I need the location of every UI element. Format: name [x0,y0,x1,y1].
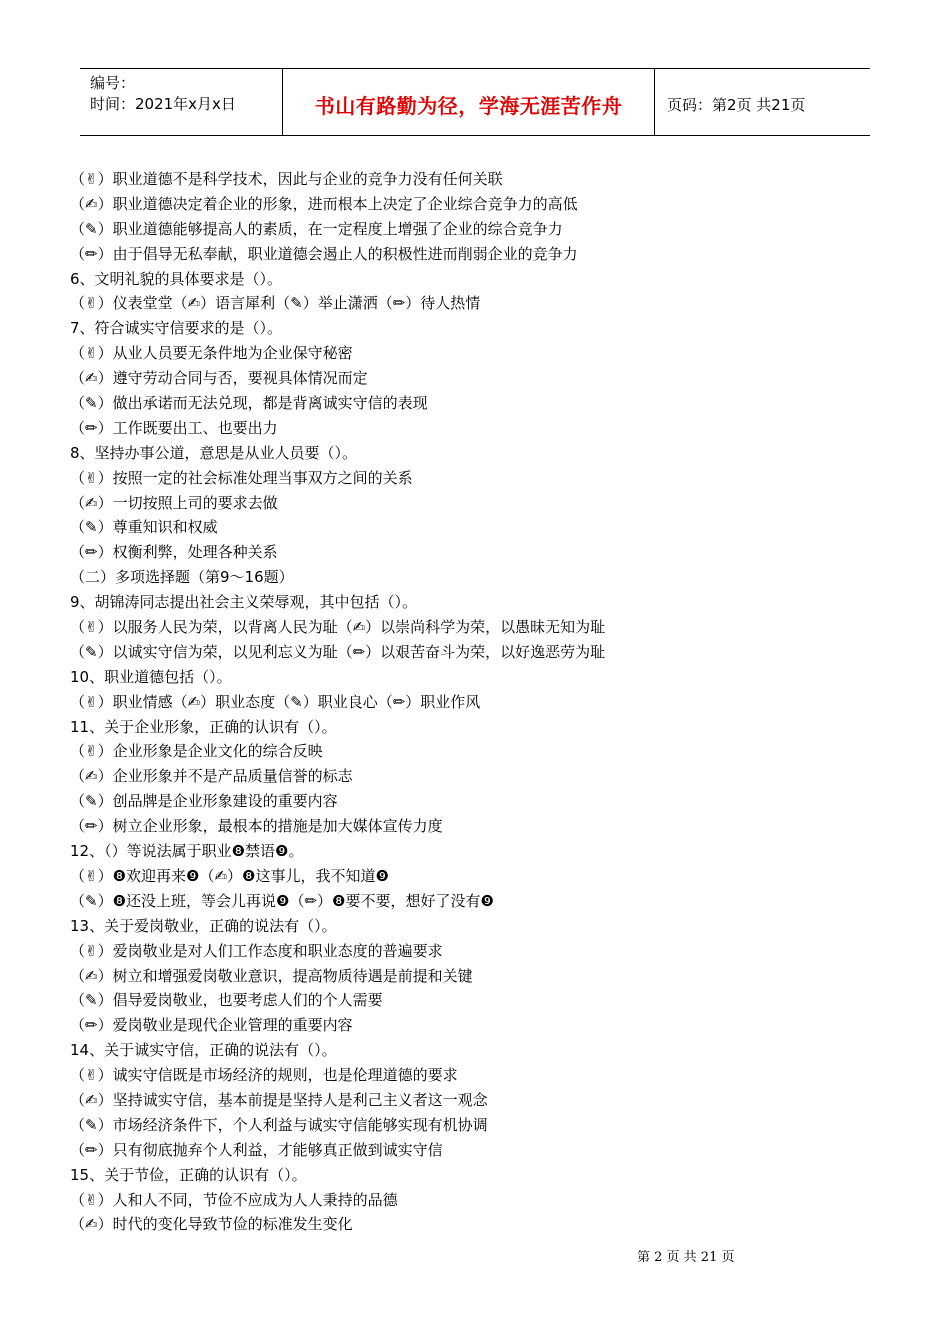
text-line: 8、坚持办事公道，意思是从业人员要（）。 [70,443,358,462]
text-line: （✌）人和人不同，节俭不应成为人人秉持的品德 [70,1190,398,1209]
text-line: （✏）只有彻底抛弃个人利益，才能够真正做到诚实守信 [70,1140,443,1159]
text-line: （✍）遵守劳动合同与否，要视具体情况而定 [70,369,368,388]
text-line: （✌）从业人员要无条件地为企业保守秘密 [70,344,353,363]
text-line: （✏）树立企业形象，最根本的措施是加大媒体宣传力度 [70,817,443,836]
text-line: （✍）职业道德决定着企业的形象，进而根本上决定了企业综合竞争力的高低 [70,194,578,213]
text-line: （✎）做出承诺而无法兑现，都是背离诚实守信的表现 [70,394,428,413]
text-line: （✎）倡导爱岗敬业，也要考虑人们的个人需要 [70,991,383,1010]
text-line: （✎）创品牌是企业形象建设的重要内容 [70,792,338,811]
text-line: （✌）诚实守信既是市场经济的规则，也是伦理道德的要求 [70,1066,458,1085]
text-line: （✌）爱岗敬业是对人们工作态度和职业态度的普遍要求 [70,941,443,960]
text-line: （✍）企业形象并不是产品质量信誉的标志 [70,767,353,786]
header-motto: 书山有路勤为径，学海无涯苦作舟 [283,69,655,135]
text-line: 10、职业道德包括（）。 [70,667,232,686]
page-header [80,68,870,136]
text-line: （二）多项选择题（第9～16题） [70,568,294,587]
text-line: （✌）以服务人民为荣，以背离人民为耻（✍）以崇尚科学为荣，以愚昧无知为耻 [70,618,606,637]
text-line: （✍）一切按照上司的要求去做 [70,493,278,512]
text-line: （✎）职业道德能够提高人的素质，在一定程度上增强了企业的综合竞争力 [70,219,563,238]
page-footer: 第 2 页 共 21 页 [637,1250,735,1265]
header-meta [80,69,283,135]
text-line: 12、（）等说法属于职业❽禁语❾。 [70,842,304,861]
document-body [70,167,690,1237]
text-line: （✌）企业形象是企业文化的综合反映 [70,742,323,761]
text-line: 13、关于爱岗敬业，正确的说法有（）。 [70,916,337,935]
text-line: （✏）由于倡导无私奉献，职业道德会遏止人的积极性进而削弱企业的竞争力 [70,244,578,263]
text-line: （✎）尊重知识和权威 [70,518,218,537]
text-line: 15、关于节俭，正确的认识有（）。 [70,1165,307,1184]
text-line: （✍）树立和增强爱岗敬业意识，提高物质待遇是前提和关键 [70,966,473,985]
text-line: 6、文明礼貌的具体要求是（）。 [70,269,283,288]
document-time-label: 时间：2021年x月x日 [90,95,236,113]
text-line: 7、符合诚实守信要求的是（）。 [70,319,283,338]
text-line: 11、关于企业形象，正确的认识有（）。 [70,717,337,736]
text-line: （✌）按照一定的社会标准处理当事双方之间的关系 [70,468,413,487]
text-line: （✍）坚持诚实守信，基本前提是坚持人是利己主义者这一观念 [70,1090,488,1109]
text-line: 9、胡锦涛同志提出社会主义荣辱观，其中包括（）。 [70,593,418,612]
text-line: （✌）职业情感（✍）职业态度（✎）职业良心（✏）职业作风 [70,692,481,711]
text-line: （✌）仪表堂堂（✍）语言犀利（✎）举止潇洒（✏）待人热情 [70,294,481,313]
header-page-info: 页码：第2页 共21页 [667,95,806,114]
text-line: （✎）市场经济条件下，个人利益与诚实守信能够实现有机协调 [70,1115,488,1134]
text-line: （✌）❽欢迎再来❾（✍）❽这事儿，我不知道❾ [70,866,389,885]
text-line: （✎）❽还没上班，等会儿再说❾（✏）❽要不要，想好了没有❾ [70,891,494,910]
text-line: （✍）时代的变化导致节俭的标准发生变化 [70,1215,353,1234]
text-line: （✌）职业道德不是科学技术，因此与企业的竞争力没有任何关联 [70,170,503,188]
text-line: （✏）权衡利弊，处理各种关系 [70,543,278,562]
document-id-label: 编号： [90,74,136,92]
text-line: 14、关于诚实守信，正确的说法有（）。 [70,1041,337,1060]
text-line: （✏）爱岗敬业是现代企业管理的重要内容 [70,1016,353,1035]
text-line: （✏）工作既要出工、也要出力 [70,418,278,437]
text-line: （✎）以诚实守信为荣，以见利忘义为耻（✏）以艰苦奋斗为荣，以好逸恶劳为耻 [70,642,606,661]
